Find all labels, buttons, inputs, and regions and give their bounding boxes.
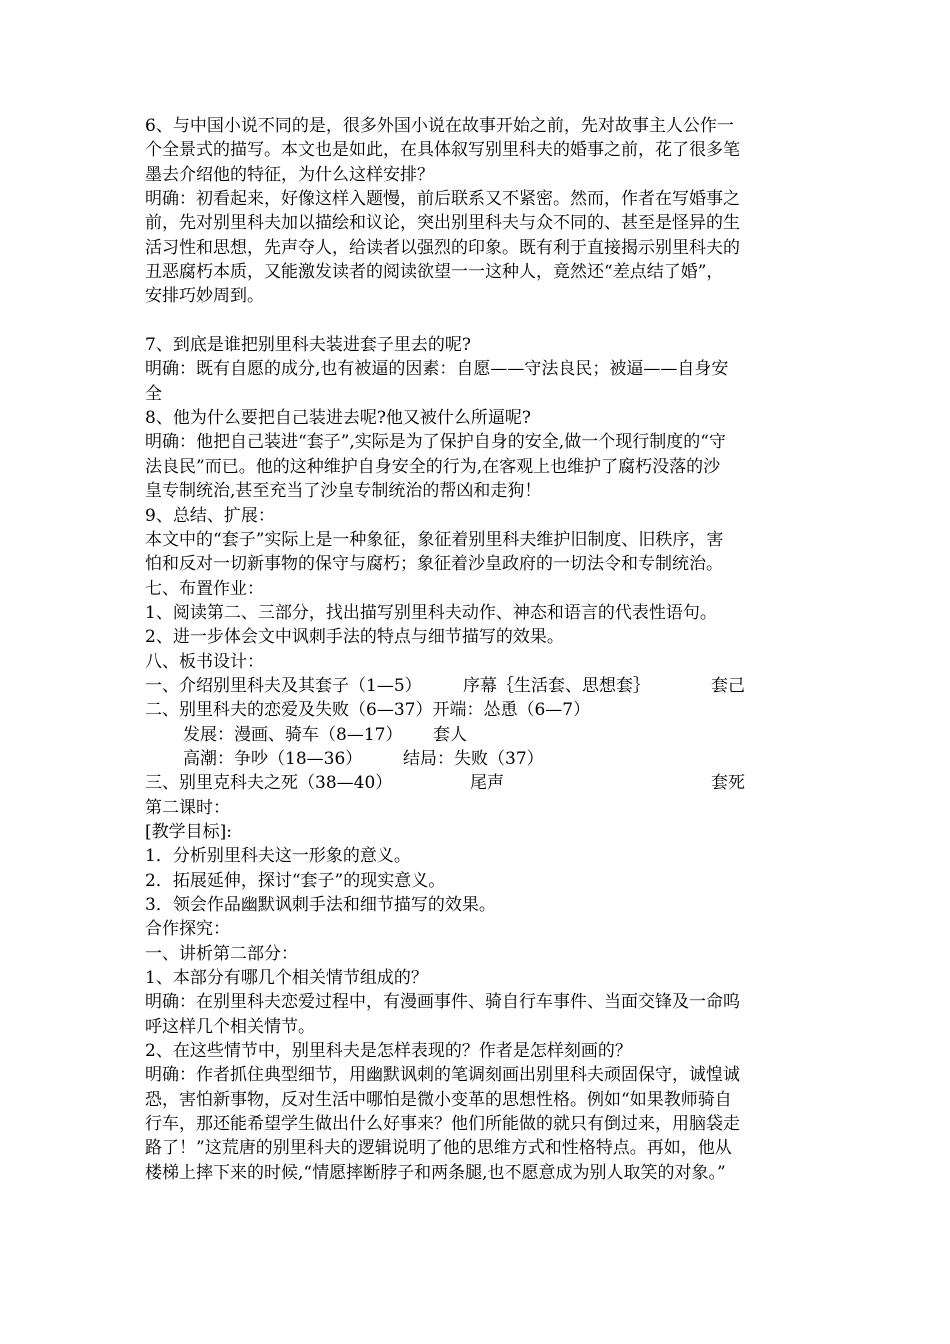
- text-line: 个全景式的描写。本文也是如此，在具体叙写别里科夫的婚事之前，花了很多笔: [145, 140, 740, 161]
- text-line: 全: [145, 383, 162, 404]
- text-line: 9、总结、扩展：: [145, 505, 275, 526]
- text-line: 安排巧妙周到。: [145, 286, 264, 307]
- homework-section: [145, 577, 813, 650]
- text-line: 7、到底是谁把别里科夫装进套子里去的呢?: [145, 335, 471, 356]
- question-9-block: [145, 504, 813, 577]
- text-line: 墨去介绍他的特征，为什么这样安排？: [145, 164, 434, 185]
- board-row-4-part-a: 高潮：争吵（18—36）: [183, 748, 363, 769]
- lesson-2-section: [145, 796, 813, 1186]
- section-heading: 第二课时：: [145, 797, 230, 818]
- text-line: 2．拓展延伸，探讨“套子”的现实意义。: [145, 870, 446, 891]
- text-line: 3．领会作品幽默讽刺手法和细节描写的效果。: [145, 895, 496, 915]
- document-body: [145, 114, 813, 1185]
- board-row-1-part-b: 序幕｛生活套、思想套｝: [463, 675, 650, 696]
- text-line: 路了！”这荒唐的别里科夫的逻辑说明了他的思维方式和性格特点。再如，他从: [145, 1138, 732, 1159]
- question-7-block: [145, 333, 813, 406]
- board-row-1-part-a: 一、介绍别里科夫及其套子（1—5）: [145, 675, 422, 696]
- blank-line: [145, 309, 813, 333]
- board-row-4-part-b: 结局：失败（37）: [403, 748, 544, 769]
- question-6-block: [145, 114, 813, 309]
- board-row-1: [145, 674, 813, 698]
- text-line: 恐，害怕新事物，反对生活中哪怕是微小变革的思想性格。例如“如果教师骑自: [145, 1089, 732, 1110]
- board-row-2: [145, 698, 813, 722]
- text-line: 前，先对别里科夫加以描绘和议论，突出别里科夫与众不同的、甚至是怪异的生: [145, 213, 740, 234]
- board-design-section: [145, 650, 813, 796]
- text-line: 明确：初看起来，好像这样入题慢，前后联系又不紧密。然而，作者在写婚事之: [145, 189, 740, 210]
- text-line: 1．分析别里科夫这一形象的意义。: [145, 846, 411, 867]
- text-line: 丑恶腐朽本质，又能激发读者的阅读欲望一一这种人，竟然还“差点结了婚”，: [145, 262, 724, 283]
- text-line: 2、在这些情节中，别里科夫是怎样表现的？作者是怎样刻画的？: [145, 1041, 632, 1062]
- section-heading: 合作探究：: [145, 919, 230, 940]
- text-line: 明确：在别里科夫恋爱过程中，有漫画事件、骑自行车事件、当面交锋及一命呜: [145, 992, 740, 1013]
- text-line: 本文中的“套子”实际上是一种象征，象征着别里科夫维护旧制度、旧秩序，害: [145, 529, 724, 550]
- text-line: 1、阅读第二、三部分，找出描写别里科夫动作、神态和语言的代表性语句。: [145, 602, 717, 623]
- board-row-3-part-a: 发展：漫画、骑车（8—17）: [183, 724, 403, 745]
- board-row-2-part-a: 二、别里科夫的恋爱及失败（6—37）开端：怂恿（6—7）: [145, 700, 591, 721]
- section-heading: 一、讲析第二部分：: [145, 943, 298, 964]
- text-line: 呼这样几个相关情节。: [145, 1016, 315, 1037]
- text-line: 明确：他把自己装进“套子”,实际是为了保护自身的安全,做一个现行制度的“守: [145, 432, 726, 453]
- board-row-5-part-b: 尾声: [470, 773, 504, 794]
- board-row-5-part-c: 套死: [711, 773, 745, 794]
- text-line: 2、进一步体会文中讽刺手法的特点与细节描写的效果。: [145, 627, 564, 648]
- text-line: 6、与中国小说不同的是，很多外国小说在故事开始之前，先对故事主人公作一: [145, 116, 734, 136]
- section-heading: 七、布置作业：: [145, 578, 264, 599]
- board-row-4: [145, 747, 813, 771]
- text-line: 行车，那还能希望学生做出什么好事来？他们所能做的就只有倒过来，用脑袋走: [145, 1114, 740, 1135]
- board-row-3: [145, 723, 813, 747]
- board-row-3-part-b: 套人: [433, 724, 467, 745]
- text-line: 法良民”而已。他的这种维护自身安全的行为,在客观上也维护了腐朽没落的沙: [145, 456, 721, 477]
- board-row-5: [145, 771, 813, 795]
- text-line: 1、本部分有哪几个相关情节组成的？: [145, 968, 428, 989]
- text-line: 8、他为什么要把自己装进去呢?他又被什么所逼呢?: [145, 408, 532, 429]
- text-line: 明确：作者抓住典型细节，用幽默讽刺的笔调刻画出别里科夫顽固保守，诚惶诚: [145, 1065, 740, 1086]
- section-heading: 八、板书设计：: [145, 651, 264, 672]
- text-line: 皇专制统治,甚至充当了沙皇专制统治的帮凶和走狗！: [145, 481, 542, 502]
- text-line: 怕和反对一切新事物的保守与腐朽；象征着沙皇政府的一切法令和专制统治。: [145, 554, 723, 575]
- section-heading: [教学目标]:: [145, 821, 232, 842]
- question-8-block: [145, 406, 813, 503]
- text-line: 楼梯上摔下来的时候,“情愿摔断脖子和两条腿,也不愿意成为别人取笑的对象。”: [145, 1162, 726, 1183]
- text-line: 活习性和思想，先声夺人，给读者以强烈的印象。既有利于直接揭示别里科夫的: [145, 237, 740, 258]
- text-line: 明确：既有自愿的成分,也有被逼的因素：自愿——守法良民；被逼——自身安: [145, 359, 729, 380]
- board-row-5-part-a: 三、别里克科夫之死（38—40）: [145, 773, 393, 794]
- board-row-1-part-c: 套己: [711, 675, 745, 696]
